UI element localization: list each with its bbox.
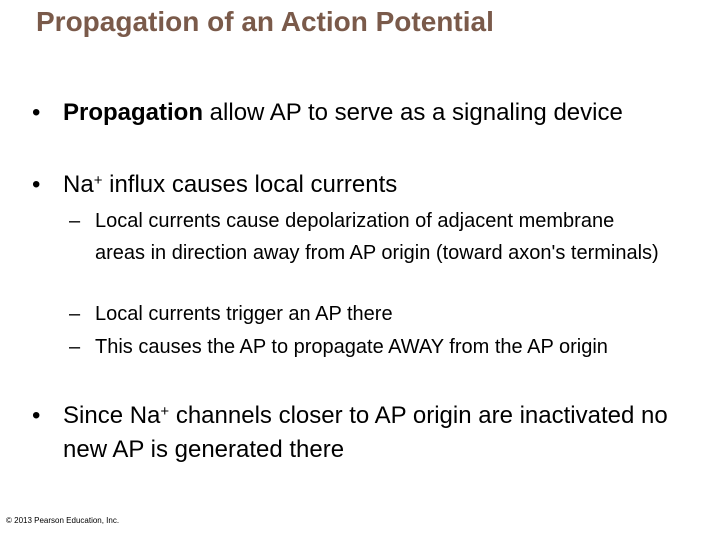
bullet-1-body: allow AP to serve as a signaling device	[203, 99, 623, 126]
bullet-marker: •	[32, 402, 41, 429]
subitem-1	[69, 205, 669, 269]
sub-marker: –	[69, 336, 81, 358]
subitem-1-text: Local currents cause depolarization of adjacent membrane areas in direction away from AP origin (toward axon's terminals)	[95, 210, 659, 264]
bullet-1-text	[63, 96, 672, 130]
slide-title: Propagation of an Action Potential	[36, 6, 494, 37]
bullet-2-prefix: Na	[63, 171, 94, 198]
bullet-2-text	[63, 168, 672, 202]
bullet-3	[32, 399, 672, 467]
subitem-3	[69, 331, 669, 363]
bullet-3-text	[63, 399, 672, 467]
subitem-2	[69, 298, 669, 330]
sub-marker: –	[69, 210, 81, 232]
bullet-3-body: channels closer to AP origin are inactivated no new AP is generated there	[63, 402, 668, 463]
subitem-2-text: Local currents trigger an AP there	[95, 303, 393, 325]
bullet-1-bold-term: Propagation	[63, 99, 204, 126]
bullet-marker: •	[32, 171, 41, 198]
subitem-3-text: This causes the AP to propagate AWAY from the AP origin	[95, 336, 608, 358]
bullet-2-body: influx causes local currents	[102, 171, 398, 198]
bullet-3-prefix: Since Na	[63, 402, 161, 429]
bullet-marker: •	[32, 99, 41, 126]
bullet-1	[32, 96, 672, 130]
bullet-2	[32, 168, 672, 202]
bullet-3-sup: +	[160, 403, 170, 420]
bullet-2-sup: +	[93, 172, 103, 189]
sub-marker: –	[69, 303, 81, 325]
copyright-notice: © 2013 Pearson Education, Inc.	[6, 516, 120, 525]
